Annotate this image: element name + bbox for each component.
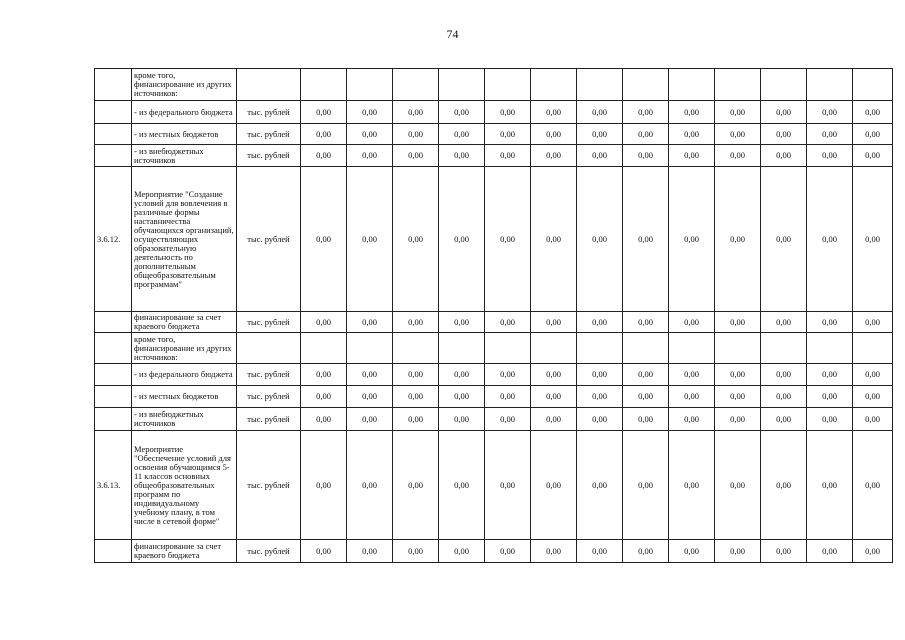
value-cell: 0,00: [623, 408, 669, 431]
value-cell: 0,00: [623, 431, 669, 540]
value-cell: 0,00: [761, 364, 807, 386]
value-cell: 0,00: [669, 540, 715, 563]
table-row: [95, 312, 893, 333]
value-cell: 0,00: [853, 167, 893, 312]
value-cell: 0,00: [439, 431, 485, 540]
row-number: [95, 386, 132, 408]
value-cell: 0,00: [439, 408, 485, 431]
value-cell: [393, 333, 439, 364]
value-cell: 0,00: [439, 167, 485, 312]
value-cell: 0,00: [347, 312, 393, 333]
row-number: 3.6.12.: [95, 167, 132, 312]
value-cell: 0,00: [301, 386, 347, 408]
value-cell: 0,00: [623, 124, 669, 145]
value-cell: 0,00: [347, 386, 393, 408]
row-unit: тыс. рублей: [237, 124, 301, 145]
value-cell: 0,00: [577, 364, 623, 386]
value-cell: 0,00: [807, 167, 853, 312]
row-unit: тыс. рублей: [237, 364, 301, 386]
value-cell: 0,00: [485, 124, 531, 145]
table-row: [95, 364, 893, 386]
row-number: [95, 408, 132, 431]
value-cell: 0,00: [715, 386, 761, 408]
value-cell: 0,00: [761, 386, 807, 408]
value-cell: [439, 333, 485, 364]
value-cell: [623, 333, 669, 364]
value-cell: 0,00: [531, 386, 577, 408]
value-cell: [301, 333, 347, 364]
value-cell: 0,00: [301, 364, 347, 386]
value-cell: 0,00: [301, 124, 347, 145]
value-cell: 0,00: [531, 312, 577, 333]
value-cell: 0,00: [669, 431, 715, 540]
row-description: - из местных бюджетов: [132, 124, 237, 145]
value-cell: 0,00: [393, 431, 439, 540]
value-cell: 0,00: [715, 101, 761, 124]
value-cell: 0,00: [439, 101, 485, 124]
value-cell: [301, 69, 347, 101]
value-cell: 0,00: [393, 167, 439, 312]
value-cell: 0,00: [577, 101, 623, 124]
value-cell: 0,00: [807, 386, 853, 408]
value-cell: 0,00: [393, 312, 439, 333]
row-description: Мероприятие "Обеспечение условий для освоения обучающимся 5-11 классов основных общеобразовательных программ по индивидуальному учебному плану, в том числе в сетевой форме": [132, 431, 237, 540]
value-cell: 0,00: [853, 101, 893, 124]
table-row: [95, 431, 893, 540]
value-cell: 0,00: [439, 124, 485, 145]
row-unit: тыс. рублей: [237, 145, 301, 167]
value-cell: 0,00: [577, 540, 623, 563]
value-cell: 0,00: [669, 145, 715, 167]
value-cell: 0,00: [531, 431, 577, 540]
value-cell: 0,00: [853, 145, 893, 167]
value-cell: 0,00: [807, 145, 853, 167]
value-cell: 0,00: [485, 540, 531, 563]
row-unit: [237, 333, 301, 364]
value-cell: 0,00: [623, 167, 669, 312]
value-cell: 0,00: [393, 145, 439, 167]
row-number: 3.6.13.: [95, 431, 132, 540]
row-description: - из федерального бюджета: [132, 364, 237, 386]
value-cell: 0,00: [715, 167, 761, 312]
value-cell: [853, 333, 893, 364]
value-cell: 0,00: [531, 364, 577, 386]
value-cell: 0,00: [439, 145, 485, 167]
row-description: финансирование за счет краевого бюджета: [132, 540, 237, 563]
value-cell: 0,00: [439, 540, 485, 563]
value-cell: 0,00: [347, 145, 393, 167]
row-number: [95, 333, 132, 364]
value-cell: 0,00: [577, 167, 623, 312]
value-cell: [347, 69, 393, 101]
value-cell: 0,00: [715, 540, 761, 563]
value-cell: 0,00: [715, 408, 761, 431]
value-cell: 0,00: [393, 540, 439, 563]
row-number: [95, 69, 132, 101]
value-cell: [393, 69, 439, 101]
value-cell: 0,00: [623, 364, 669, 386]
value-cell: 0,00: [807, 540, 853, 563]
value-cell: 0,00: [347, 408, 393, 431]
value-cell: 0,00: [715, 145, 761, 167]
value-cell: 0,00: [669, 167, 715, 312]
value-cell: 0,00: [485, 145, 531, 167]
value-cell: 0,00: [715, 364, 761, 386]
value-cell: [623, 69, 669, 101]
value-cell: 0,00: [531, 145, 577, 167]
value-cell: 0,00: [761, 312, 807, 333]
value-cell: 0,00: [531, 540, 577, 563]
value-cell: 0,00: [761, 431, 807, 540]
budget-table: [94, 68, 893, 563]
table-row: [95, 386, 893, 408]
value-cell: 0,00: [577, 312, 623, 333]
value-cell: 0,00: [807, 101, 853, 124]
row-description: - из федерального бюджета: [132, 101, 237, 124]
row-unit: тыс. рублей: [237, 312, 301, 333]
value-cell: [761, 333, 807, 364]
row-number: [95, 312, 132, 333]
row-description: - из внебюджетных источников: [132, 145, 237, 167]
value-cell: 0,00: [485, 167, 531, 312]
value-cell: 0,00: [301, 312, 347, 333]
page-number: 74: [446, 27, 459, 41]
row-number: [95, 145, 132, 167]
value-cell: 0,00: [393, 408, 439, 431]
table-row: [95, 540, 893, 563]
value-cell: [761, 69, 807, 101]
value-cell: 0,00: [485, 364, 531, 386]
value-cell: 0,00: [531, 124, 577, 145]
value-cell: [485, 333, 531, 364]
value-cell: 0,00: [301, 408, 347, 431]
value-cell: 0,00: [531, 167, 577, 312]
table-row: [95, 69, 893, 101]
value-cell: 0,00: [301, 145, 347, 167]
value-cell: 0,00: [853, 431, 893, 540]
value-cell: 0,00: [807, 431, 853, 540]
value-cell: 0,00: [301, 540, 347, 563]
value-cell: 0,00: [807, 312, 853, 333]
row-unit: тыс. рублей: [237, 101, 301, 124]
value-cell: 0,00: [485, 312, 531, 333]
value-cell: 0,00: [393, 101, 439, 124]
value-cell: [531, 333, 577, 364]
value-cell: [577, 69, 623, 101]
row-number: [95, 364, 132, 386]
value-cell: 0,00: [715, 124, 761, 145]
value-cell: 0,00: [531, 408, 577, 431]
value-cell: 0,00: [347, 431, 393, 540]
value-cell: 0,00: [715, 431, 761, 540]
value-cell: 0,00: [669, 124, 715, 145]
row-description: кроме того, финансирование из других источников:: [132, 69, 237, 101]
value-cell: 0,00: [577, 124, 623, 145]
value-cell: [485, 69, 531, 101]
value-cell: 0,00: [669, 408, 715, 431]
value-cell: 0,00: [623, 540, 669, 563]
row-description: - из внебюджетных источников: [132, 408, 237, 431]
value-cell: 0,00: [485, 431, 531, 540]
value-cell: 0,00: [301, 167, 347, 312]
row-number: [95, 540, 132, 563]
value-cell: 0,00: [761, 124, 807, 145]
value-cell: 0,00: [807, 124, 853, 145]
value-cell: 0,00: [761, 167, 807, 312]
value-cell: [715, 333, 761, 364]
value-cell: 0,00: [577, 145, 623, 167]
value-cell: [807, 69, 853, 101]
value-cell: 0,00: [577, 408, 623, 431]
value-cell: 0,00: [669, 101, 715, 124]
row-unit: тыс. рублей: [237, 408, 301, 431]
table-row: [95, 101, 893, 124]
value-cell: 0,00: [715, 312, 761, 333]
value-cell: 0,00: [439, 364, 485, 386]
value-cell: 0,00: [669, 386, 715, 408]
value-cell: [347, 333, 393, 364]
value-cell: 0,00: [853, 364, 893, 386]
value-cell: 0,00: [761, 101, 807, 124]
value-cell: 0,00: [347, 540, 393, 563]
value-cell: [531, 69, 577, 101]
value-cell: 0,00: [577, 386, 623, 408]
value-cell: 0,00: [853, 124, 893, 145]
value-cell: 0,00: [301, 431, 347, 540]
value-cell: 0,00: [623, 101, 669, 124]
row-description: Мероприятие "Создание условий для вовлечения в различные формы наставничества обучающихся организаций, осуществляющих образовательную деятельность по дополнительным общеобразовательным программам": [132, 167, 237, 312]
value-cell: 0,00: [853, 408, 893, 431]
value-cell: 0,00: [393, 124, 439, 145]
value-cell: 0,00: [347, 364, 393, 386]
value-cell: 0,00: [439, 312, 485, 333]
table-row: [95, 167, 893, 312]
row-unit: тыс. рублей: [237, 540, 301, 563]
value-cell: 0,00: [485, 386, 531, 408]
value-cell: 0,00: [485, 408, 531, 431]
table-row: [95, 408, 893, 431]
value-cell: 0,00: [853, 540, 893, 563]
value-cell: 0,00: [301, 101, 347, 124]
row-description: - из местных бюджетов: [132, 386, 237, 408]
value-cell: 0,00: [807, 364, 853, 386]
table-row: [95, 333, 893, 364]
value-cell: 0,00: [623, 386, 669, 408]
value-cell: [669, 69, 715, 101]
value-cell: 0,00: [807, 408, 853, 431]
value-cell: 0,00: [485, 101, 531, 124]
row-unit: [237, 69, 301, 101]
value-cell: 0,00: [761, 408, 807, 431]
value-cell: 0,00: [393, 386, 439, 408]
value-cell: 0,00: [347, 101, 393, 124]
value-cell: 0,00: [669, 312, 715, 333]
value-cell: 0,00: [439, 386, 485, 408]
value-cell: [853, 69, 893, 101]
value-cell: [669, 333, 715, 364]
table-row: [95, 145, 893, 167]
value-cell: 0,00: [669, 364, 715, 386]
value-cell: [577, 333, 623, 364]
row-unit: тыс. рублей: [237, 167, 301, 312]
value-cell: 0,00: [623, 145, 669, 167]
table-row: [95, 124, 893, 145]
value-cell: [715, 69, 761, 101]
row-unit: тыс. рублей: [237, 386, 301, 408]
row-number: [95, 101, 132, 124]
value-cell: 0,00: [853, 386, 893, 408]
value-cell: 0,00: [623, 312, 669, 333]
row-description: финансирование за счет краевого бюджета: [132, 312, 237, 333]
row-unit: тыс. рублей: [237, 431, 301, 540]
value-cell: 0,00: [347, 167, 393, 312]
value-cell: 0,00: [393, 364, 439, 386]
value-cell: [807, 333, 853, 364]
value-cell: 0,00: [347, 124, 393, 145]
row-number: [95, 124, 132, 145]
value-cell: 0,00: [761, 540, 807, 563]
value-cell: [439, 69, 485, 101]
value-cell: 0,00: [531, 101, 577, 124]
value-cell: 0,00: [853, 312, 893, 333]
row-description: кроме того, финансирование из других источников:: [132, 333, 237, 364]
value-cell: 0,00: [761, 145, 807, 167]
value-cell: 0,00: [577, 431, 623, 540]
